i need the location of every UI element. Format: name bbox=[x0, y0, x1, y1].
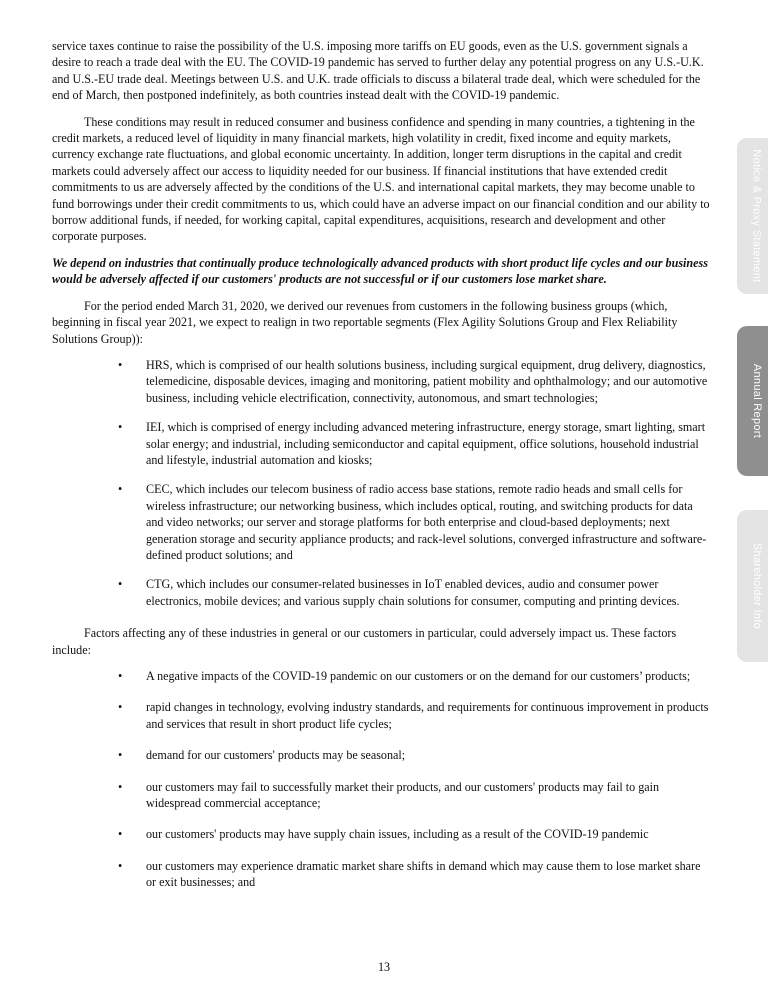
bullet-icon: • bbox=[118, 357, 123, 372]
list-item bbox=[52, 481, 712, 563]
list-item bbox=[52, 668, 712, 684]
bullet-icon: • bbox=[118, 420, 123, 435]
list-item-text: IEI, which is comprised of energy including advanced metering infrastructure, energy storage, smart lighting, smart solar energy; and industrial, including semiconductor and capital equipment, office solutions, household industrial and lifestyle, industrial automation and kiosks; bbox=[146, 420, 706, 467]
bullet-icon: • bbox=[118, 748, 123, 763]
list-item-text: our customers may experience dramatic market share shifts in demand which may cause them to lose market share or exit businesses; and bbox=[146, 858, 701, 890]
risk-heading: We depend on industries that continually produce technologically advanced products with short product life cycles and our business would be adversely affected if our customers' products are not successful or if our customers lose market share. bbox=[52, 255, 708, 287]
list-item bbox=[52, 747, 712, 763]
list-item-text: demand for our customers' products may be seasonal; bbox=[146, 748, 406, 763]
factor-list bbox=[52, 668, 712, 891]
list-item bbox=[52, 826, 712, 842]
list-item bbox=[52, 858, 712, 891]
list-item bbox=[52, 699, 712, 732]
bullet-icon: • bbox=[118, 779, 123, 794]
side-tab-label: Notice & Proxy Statement bbox=[751, 149, 763, 283]
list-item bbox=[52, 779, 712, 812]
side-tab-label: Annual Report bbox=[751, 363, 764, 439]
list-item-text: A negative impacts of the COVID-19 pandemic on our customers or on the demand for our customers’ products; bbox=[146, 669, 691, 683]
bullet-icon: • bbox=[118, 577, 123, 592]
list-item-text: our customers' products may have supply chain issues, including as a result of the COVID-19 pandemic bbox=[146, 827, 649, 842]
list-item bbox=[52, 576, 712, 609]
list-item bbox=[52, 419, 712, 468]
list-item-text: HRS, which is comprised of our health solutions business, including surgical equipment, drug delivery, diagnostics, telemedicine, disposable devices, imaging and monitoring, patient mobility and ophthalmology; and our automotive business, including vehicle electrification, connectivity, autonomous, and smart technologies; bbox=[146, 357, 708, 405]
list-item-text: CEC, which includes our telecom business of radio access base stations, remote radio heads and small cells for wireless infrastructure; our networking business, which includes optical, routing, and switching products for data and video networks; our server and storage platforms for both enterprise and cloud-based deployments; next generation storage and security appliance products; and rack-level solutions, converged infrastructure and software-defined product solutions; and bbox=[146, 482, 707, 562]
paragraph-revenue-groups: For the period ended March 31, 2020, we derived our revenues from customers in the following business groups (which, beginning in fiscal year 2021, we expect to realign in two reportable segments (Flex Agility Solutions Group and Flex Reliability Solutions Group)): bbox=[52, 298, 678, 346]
bullet-icon: • bbox=[118, 482, 123, 497]
side-tab-notice-proxy[interactable] bbox=[737, 138, 768, 294]
document-body bbox=[52, 38, 712, 906]
paragraph-trade: service taxes continue to raise the possibility of the U.S. imposing more tariffs on EU goods, even as the U.S. government signals a desire to reach a trade deal with the EU. The COVID-19 pandemic has served to further delay any potential progress on any U.S.-U.K. and U.S.-EU trade deal. Meetings between U.S. and U.K. trade officials to discuss a bilateral trade deal, which were scheduled for the end of March, then postponed indefinitely, as both countries instead dealt with the COVID-19 pandemic. bbox=[52, 39, 704, 103]
bullet-icon: • bbox=[118, 827, 123, 842]
business-group-list bbox=[52, 357, 712, 609]
side-tab-label: Shareholder Info bbox=[751, 542, 764, 630]
list-item-text: CTG, which includes our consumer-related businesses in IoT enabled devices, audio and consumer power electronics, mobile devices; and various supply chain solutions for consumer, computing and printing devices. bbox=[146, 577, 680, 608]
list-item-text: rapid changes in technology, evolving industry standards, and requirements for continuous improvement in products and services that result in short product life cycles; bbox=[146, 700, 709, 731]
bullet-icon: • bbox=[118, 669, 123, 683]
side-tab-shareholder-info[interactable] bbox=[737, 510, 768, 662]
paragraph-conditions: These conditions may result in reduced consumer and business confidence and spending in many countries, a tightening in the credit markets, a reduced level of liquidity in many financial markets, high volatility in credit, fixed income and equity markets, currency exchange rate fluctuations, and global economic uncertainty. In addition, longer term disruptions in the capital and credit markets could adversely affect our access to liquidity needed for our business. If financial institutions that have extended credit commitments to us are adversely affected by the conditions of the U.S. and international capital markets, they may become unable to fund borrowings under their credit commitments to us, which could have an adverse impact on our financial condition and our ability to borrow additional funds, if needed, for working capital, capital expenditures, acquisitions, research and development and other corporate purposes. bbox=[52, 114, 710, 244]
paragraph-factors: Factors affecting any of these industries in general or our customers in particular, could adversely impact us. These factors include: bbox=[52, 626, 677, 657]
bullet-icon: • bbox=[118, 858, 123, 873]
list-item bbox=[52, 357, 712, 406]
page-number: 13 bbox=[377, 960, 391, 974]
list-item-text: our customers may fail to successfully market their products, and our customers' products may fail to gain widespread commercial acceptance; bbox=[146, 779, 660, 811]
bullet-icon: • bbox=[118, 700, 123, 715]
side-tab-annual-report[interactable] bbox=[737, 326, 768, 476]
